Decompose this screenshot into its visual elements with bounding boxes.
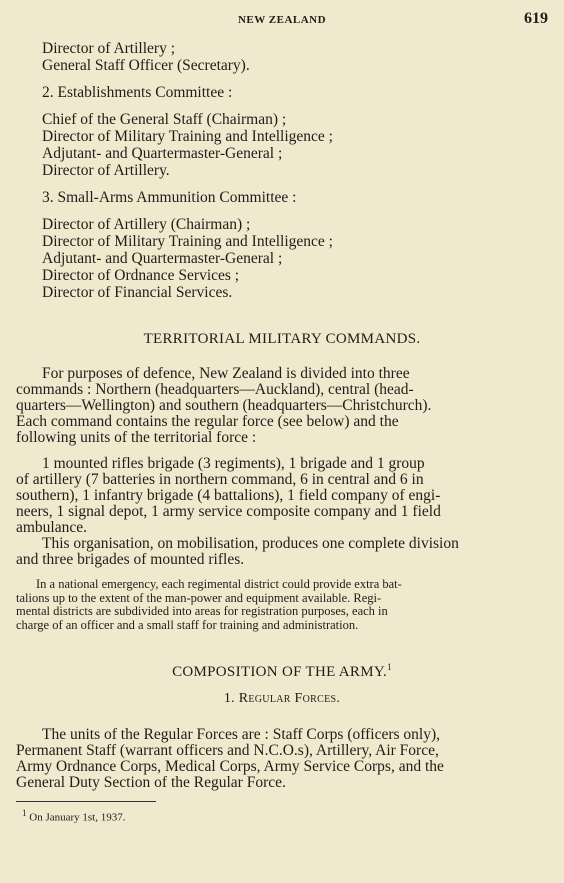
committee-heading: 2. Establishments Committee :	[42, 84, 233, 101]
list-item: Director of Artillery (Chairman) ;	[42, 216, 251, 233]
footnote-marker: 1	[387, 662, 392, 672]
list-item: Director of Financial Services.	[42, 284, 233, 301]
text-line: mental districts are subdivided into areas for registration purposes, each in	[16, 604, 388, 618]
section-title-text: COMPOSITION OF THE ARMY.	[172, 664, 388, 680]
committee-members	[16, 111, 548, 179]
text-line: Permanent Staff (warrant officers and N.C.O.s), Artillery, Air Force,	[16, 742, 439, 759]
list-item: General Staff Officer (Secretary).	[42, 57, 250, 74]
text-line: quarters—Wellington) and southern (headquarters—Christchurch).	[16, 397, 432, 414]
footnote-divider	[16, 801, 156, 802]
list-item: Director of Artillery.	[42, 162, 170, 179]
page-number: 619	[524, 10, 548, 27]
list-item: Director of Military Training and Intelligence ;	[42, 128, 333, 145]
text-line: 1 mounted rifles brigade (3 regiments), 1 brigade and 1 group	[42, 455, 425, 472]
text-line: For purposes of defence, New Zealand is divided into three	[42, 365, 410, 382]
paragraph	[16, 727, 548, 791]
text-line: Army Ordnance Corps, Medical Corps, Army Service Corps, and the	[16, 758, 444, 775]
text-line: talions up to the extent of the man-power and equipment available. Regi-	[16, 590, 382, 605]
text-line: In a national emergency, each regimental district could provide extra bat-	[36, 577, 402, 591]
page-header	[16, 10, 548, 40]
paragraph	[16, 456, 548, 536]
text-line: commands : Northern (headquarters—Auckland), central (head-	[16, 381, 414, 398]
section-title	[16, 662, 548, 681]
running-head: NEW ZEALAND	[237, 14, 327, 26]
text-line: charge of an officer and a small staff for training and administration.	[16, 617, 359, 632]
text-line: and three brigades of mounted rifles.	[16, 551, 245, 568]
footnote-text: On January 1st, 1937.	[29, 811, 126, 824]
list-top	[16, 40, 548, 74]
list-item: Adjutant- and Quartermaster-General ;	[42, 250, 283, 267]
list-item: Chief of the General Staff (Chairman) ;	[42, 111, 287, 128]
section-title: TERRITORIAL MILITARY COMMANDS.	[143, 331, 421, 347]
text-line: following units of the territorial force :	[16, 429, 257, 446]
text-line: neers, 1 signal depot, 1 army service composite company and 1 field	[16, 503, 441, 520]
list-item: Adjutant- and Quartermaster-General ;	[42, 145, 283, 162]
text-line: of artillery (7 batteries in northern command, 6 in central and 6 in	[16, 471, 424, 488]
text-line: southern), 1 infantry brigade (4 battalions), 1 field company of engi-	[16, 487, 441, 504]
text-line: Each command contains the regular force (see below) and the	[16, 413, 399, 430]
subsection-title: 1. Regular Forces.	[223, 691, 341, 706]
committee-members	[16, 216, 548, 301]
text-line: ambulance.	[16, 519, 88, 536]
text-line: General Duty Section of the Regular Force.	[16, 774, 286, 791]
paragraph	[16, 366, 548, 446]
list-item: Director of Ordnance Services ;	[42, 267, 240, 284]
paragraph	[16, 536, 548, 568]
small-paragraph	[16, 578, 548, 632]
list-item: Director of Artillery ;	[42, 40, 175, 57]
footnote	[16, 808, 548, 824]
list-item: Director of Military Training and Intelligence ;	[42, 233, 333, 250]
text-line: The units of the Regular Forces are : Staff Corps (officers only),	[42, 726, 441, 743]
text-line: This organisation, on mobilisation, produces one complete division	[42, 535, 459, 552]
footnote-marker: 1	[22, 808, 27, 818]
committee-heading: 3. Small-Arms Ammunition Committee :	[42, 189, 297, 206]
